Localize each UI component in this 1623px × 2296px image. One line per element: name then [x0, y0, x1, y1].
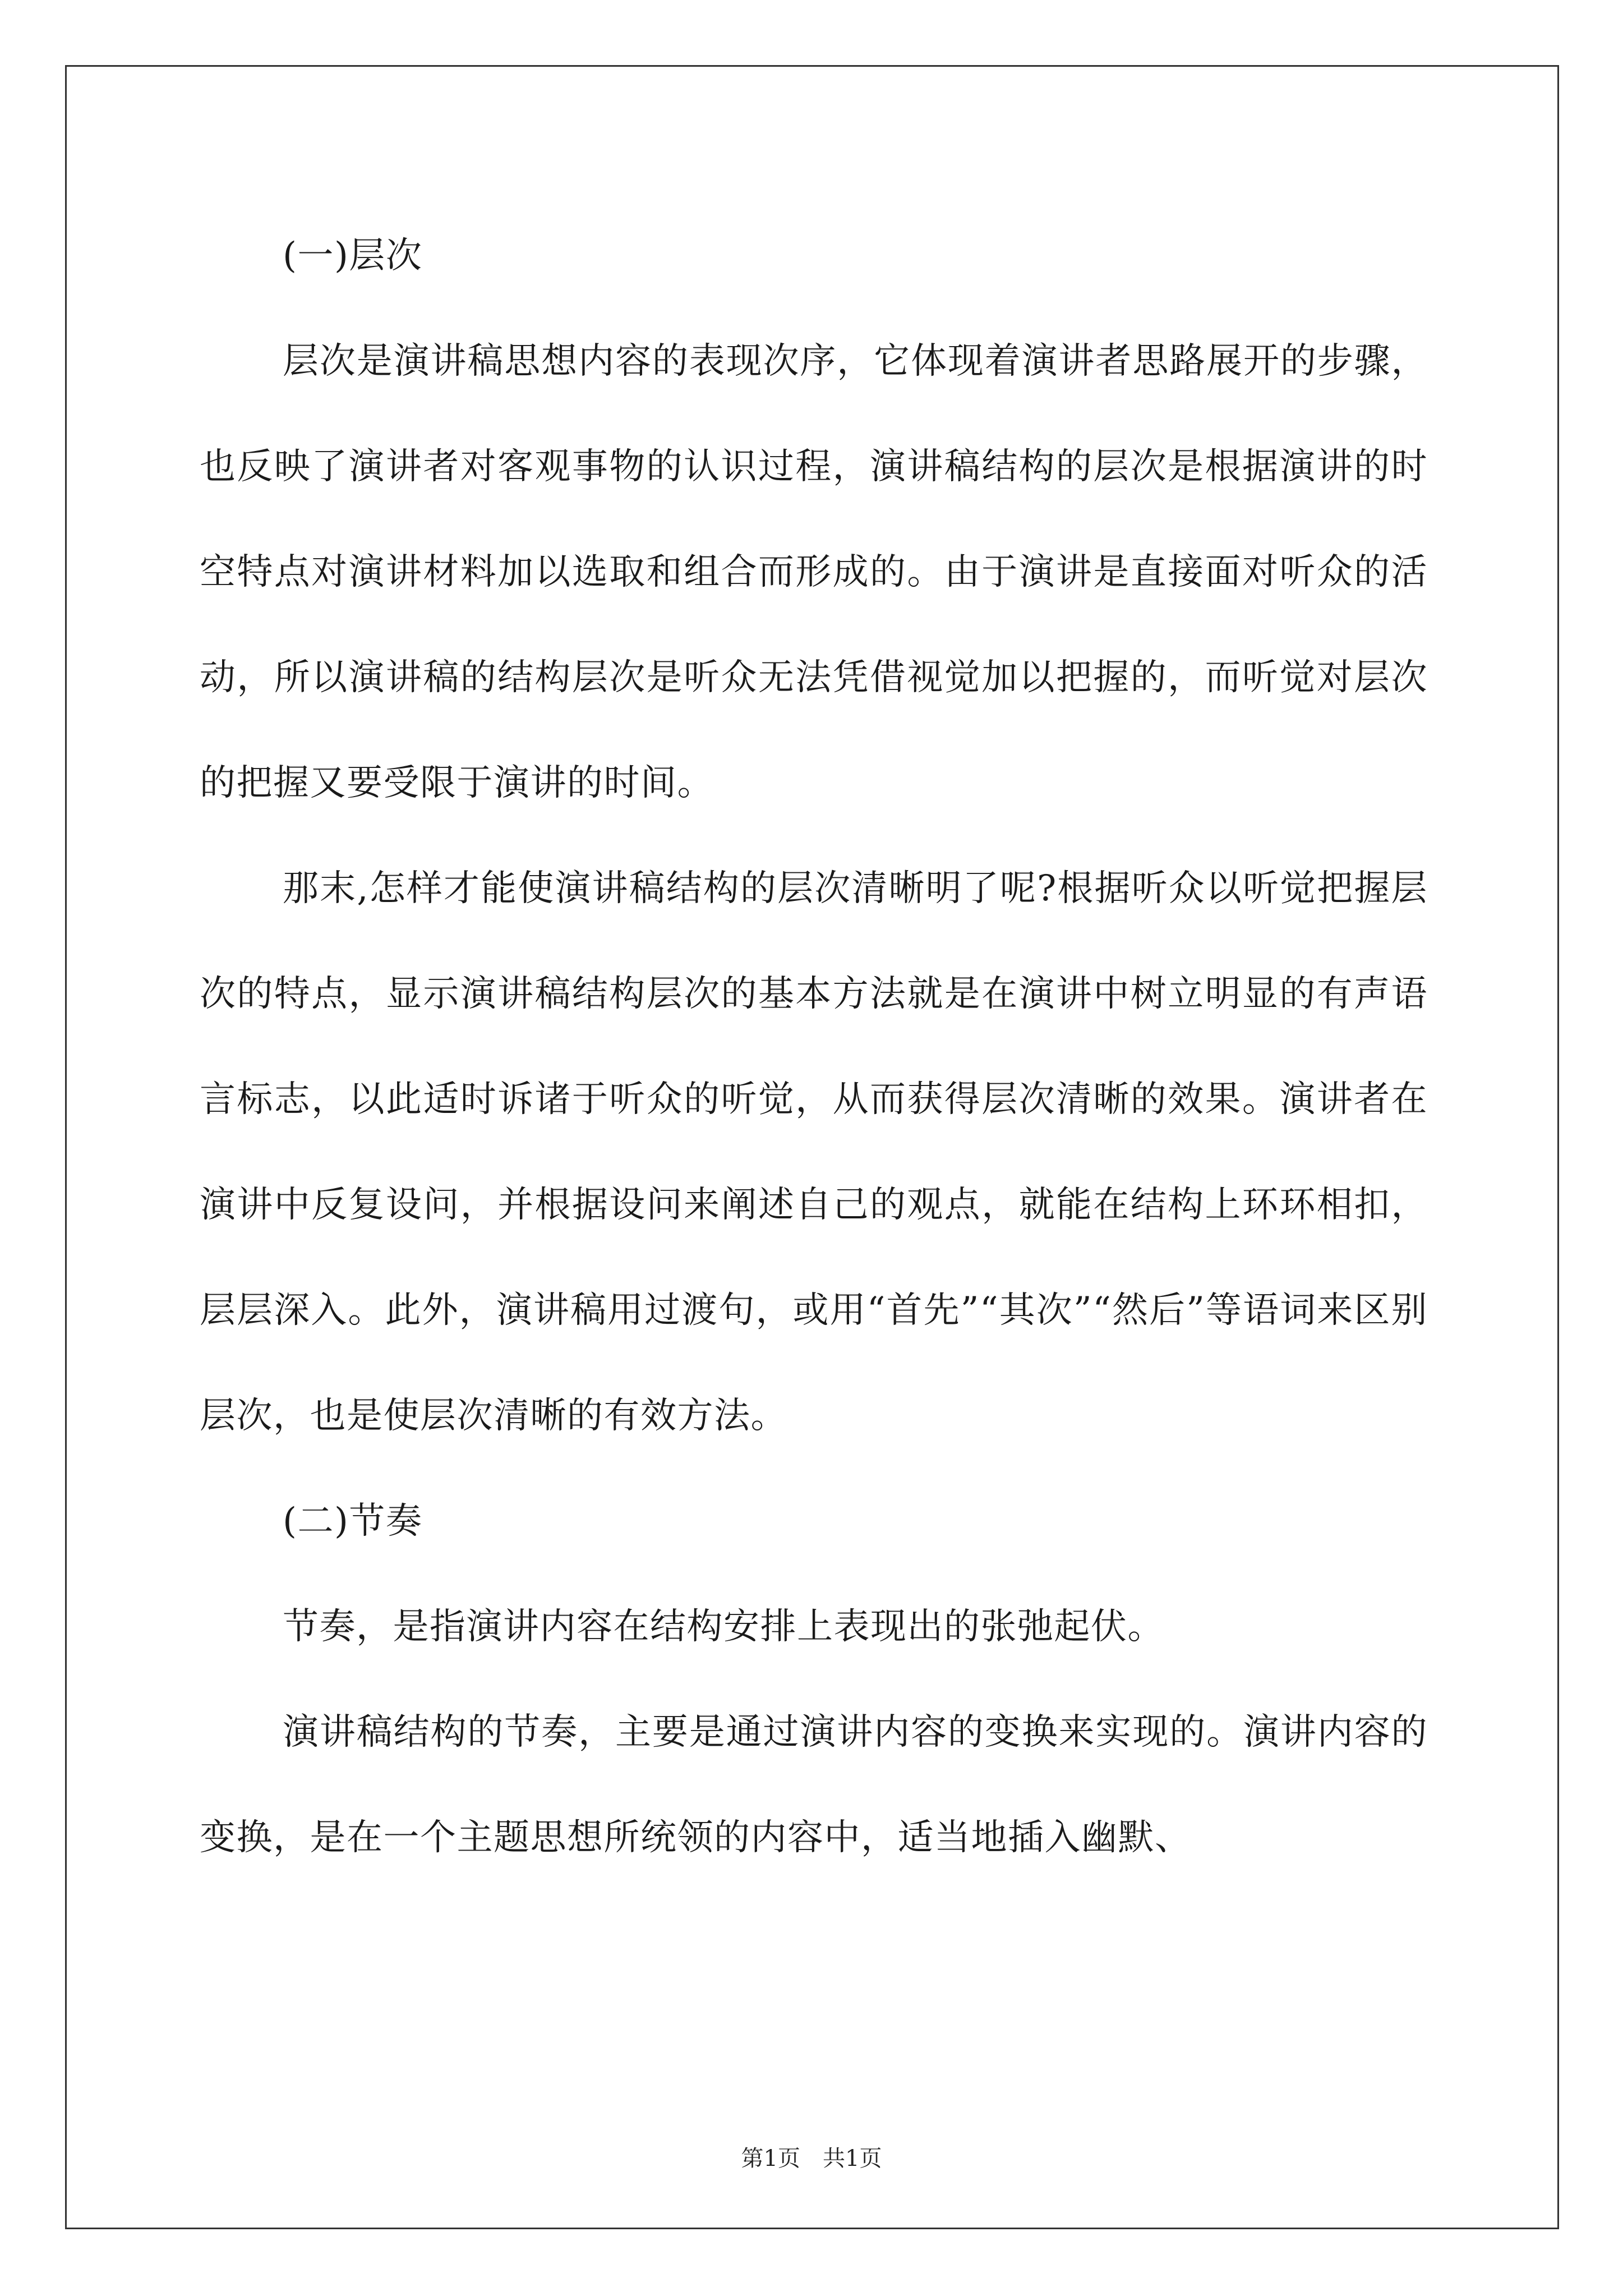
page-number: 第1页 共1页: [741, 2146, 882, 2171]
section-heading-rhythm: (二)节奏: [283, 1501, 423, 1542]
paragraph: 那末,怎样才能使演讲稿结构的层次清晰明了呢?根据听众以听觉把握层次的特点，显示演讲稿结构层次的基本方法就是在演讲中树立明显的有声语言标志，以此适时诉诸于听众的听觉，从而获得层次清晰的效果。演讲者在演讲中反复设问，并根据设问来阐述自己的观点，就能在结构上环环相扣，层层深入。此外，演讲稿用过渡句，或用“首先”“其次”“然后”等语词来区别层次，也是使层次清晰的有效方法。: [200, 868, 1428, 1437]
section-heading-layers: (一)层次: [283, 235, 423, 277]
paragraph: 节奏，是指演讲内容在结构安排上表现出的张弛起伏。: [283, 1606, 1164, 1648]
paragraph: 层次是演讲稿思想内容的表现次序，它体现着演讲者思路展开的步骤，也反映了演讲者对客观事物的认识过程，演讲稿结构的层次是根据演讲的时空特点对演讲材料加以选取和组合而形成的。由于演讲是直接面对听众的活动，所以演讲稿的结构层次是听众无法凭借视觉加以把握的，而听觉对层次的把握又要受限于演讲的时间。: [200, 341, 1428, 804]
document-body: [200, 203, 1428, 1890]
paragraph: 演讲稿结构的节奏，主要是通过演讲内容的变换来实现的。演讲内容的变换，是在一个主题思想所统领的内容中，适当地插入幽默、: [200, 1711, 1428, 1858]
